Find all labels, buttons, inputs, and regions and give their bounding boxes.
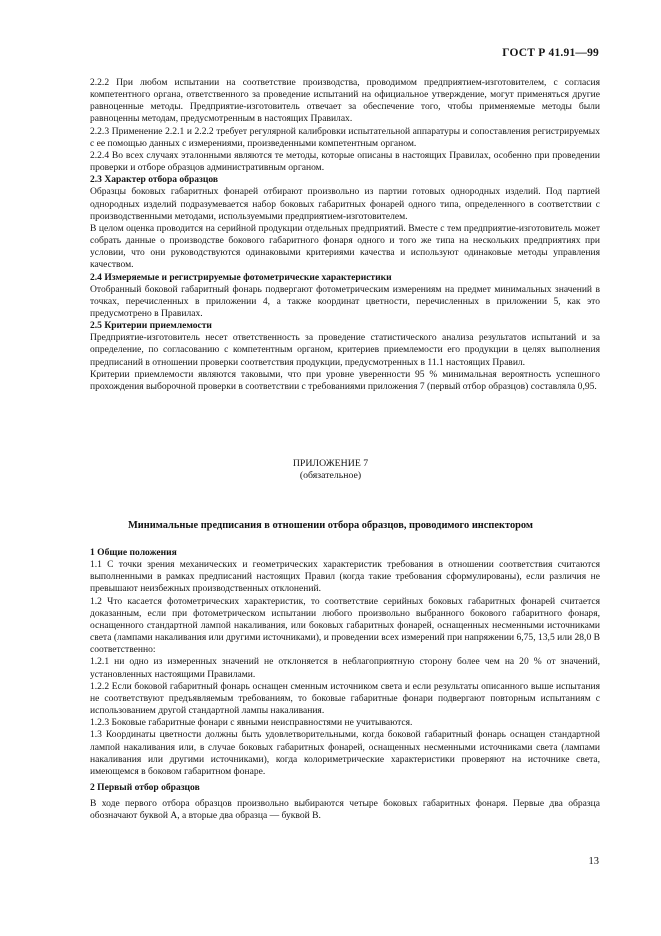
top-text-block bbox=[90, 77, 600, 393]
appendix-title: Минимальные предписания в отношении отбора образцов, проводимого инспектором bbox=[128, 520, 533, 531]
heading-2-3: 2.3 Характер отбора образцов bbox=[90, 174, 219, 186]
paragraph-1-2-2: 1.2.2 Если боковой габаритный фонарь оснащен сменным источником света и если результаты описанного выше испытания не соответствуют предъявляемым требованиям, то боковые габаритные фонари подвергают повторным испытаниям с использованием другой стандартной лампы накаливания. bbox=[90, 680, 600, 717]
paragraph-1-1: 1.1 С точки зрения механических и геометрических характеристик требования в отношении соответствия считаются выполненными в рамках предписаний настоящих Правил (когда такие требования сформулированы), если различия не превышают неизбежных производственных отклонений. bbox=[90, 559, 600, 595]
paragraph-2-5-b: Критерии приемлемости являются таковыми, что при уровне уверенности 95 % минимальная вероятность успешного прохождения выборочной проверки в соответствии с требованиями приложения 7 (первый отбор образцов) составляла 0,95. bbox=[90, 368, 600, 392]
paragraph-2-3-b: В целом оценка проводится на серийной продукции отдельных предприятий. Вместе с тем предприятие-изготовитель может собрать данные о производстве бокового габаритного фонаря одного и того же типа на нескольких предприятиях при условии, что они руководствуются одинаковыми критериями качества и используют одинаковые методы управления качеством. bbox=[90, 222, 600, 271]
heading-2-5: 2.5 Критерии приемлемости bbox=[90, 320, 212, 332]
section-1-block bbox=[90, 547, 600, 778]
paragraph-2-2-3: 2.2.3 Применение 2.2.1 и 2.2.2 требует регулярной калибровки испытательной аппаратуры и сопоставления регистрируемых с ее помощью данных с измерениями, произведенными компетентным органом. bbox=[90, 125, 600, 149]
paragraph-2-2-2: 2.2.2 При любом испытании на соответствие производства, проводимом предприятием-изготовителем, с согласия компетентного органа, ответственного за проведение испытаний на официальное утверждение, могут применяться другие равноценные методы. Предприятие-изготовитель отвечает за обеспечение того, чтобы применяемые методы были равноценны методам, предусмотренным в настоящих Правилах. bbox=[90, 77, 600, 125]
paragraph-2-first-sampling: В ходе первого отбора образцов произвольно выбираются четыре боковых габаритных фонаря. Первые два образца обозначают буквой А, а вторые два образца — буквой В. bbox=[90, 798, 600, 822]
paragraph-1-2-3: 1.2.3 Боковые габаритные фонари с явными неисправностями не учитываются. bbox=[90, 717, 413, 729]
heading-1: 1 Общие положения bbox=[90, 547, 177, 558]
paragraph-1-3: 1.3 Координаты цветности должны быть удовлетворительными, когда боковой габаритный фонарь оснащен стандартной лампой накаливания или, в случае боковых габаритных фонарей, оснащенных несменными источниками света (лампами накаливания или другими источниками), когда колориметрические характеристики проверяют на источнике света, имеющемся в боковом габаритном фонаре. bbox=[90, 729, 600, 777]
paragraph-2-3-a: Образцы боковых габаритных фонарей отбирают произвольно из партии готовых однородных изделий. Под партией однородных изделий подразумевается набор боковых габаритных фонарей одного типа, определенного в соответствии с производственными методами, используемыми предприятием-изготовителем. bbox=[90, 186, 600, 222]
paragraph-2-4: Отобранный боковой габаритный фонарь подвергают фотометрическим измерениям на предмет минимальных значений в точках, перечисленных в приложении 4, а также координат цветности, перечисленных в приложении 5, как это предусмотрено в Правилах. bbox=[90, 283, 600, 319]
paragraph-1-2: 1.2 Что касается фотометрических характеристик, то соответствие серийных боковых габаритных фонарей считается доказанным, если при фотометрическом испытании любого произвольно выбранного бокового габаритного фонаря, оснащенного стандартной лампой накаливания, или боковых габаритных фонарей, оснащенных несменными источниками света (лампами накаливания или другими источниками), и проведении всех измерений при напряжении 6,75, 13,5 или 28,0 В соответственно: bbox=[90, 595, 600, 656]
paragraph-2-2-4: 2.2.4 Во всех случаях эталонными являются те методы, которые описаны в настоящих Правилах, особенно при проведении проверки и отборе образцов административным органом. bbox=[90, 149, 600, 174]
document-code-header: ГОСТ Р 41.91—99 bbox=[502, 47, 599, 59]
section-2-block bbox=[90, 782, 600, 822]
heading-2: 2 Первый отбор образцов bbox=[90, 782, 200, 793]
paragraph-2-5-a: Предприятие-изготовитель несет ответственность за проведение статистического анализа результатов испытаний и за определение, по согласованию с компетентным органом, критериев приемлемости его продукции в целях выполнения предписаний в отношении проверки соответствия продукции, предусмотренных в 11.1 настоящих Правил. bbox=[90, 332, 600, 368]
heading-2-4: 2.4 Измеряемые и регистрируемые фотометрические характеристики bbox=[90, 271, 392, 283]
page-number: 13 bbox=[588, 856, 599, 867]
appendix-label: ПРИЛОЖЕНИЕ 7 bbox=[292, 458, 369, 469]
appendix-status: (обязательное) bbox=[299, 470, 362, 481]
paragraph-1-2-1: 1.2.1 ни одно из измеренных значений не отклоняется в неблагоприятную сторону более чем на 20 % от значений, установленных настоящими Правилами. bbox=[90, 656, 600, 680]
